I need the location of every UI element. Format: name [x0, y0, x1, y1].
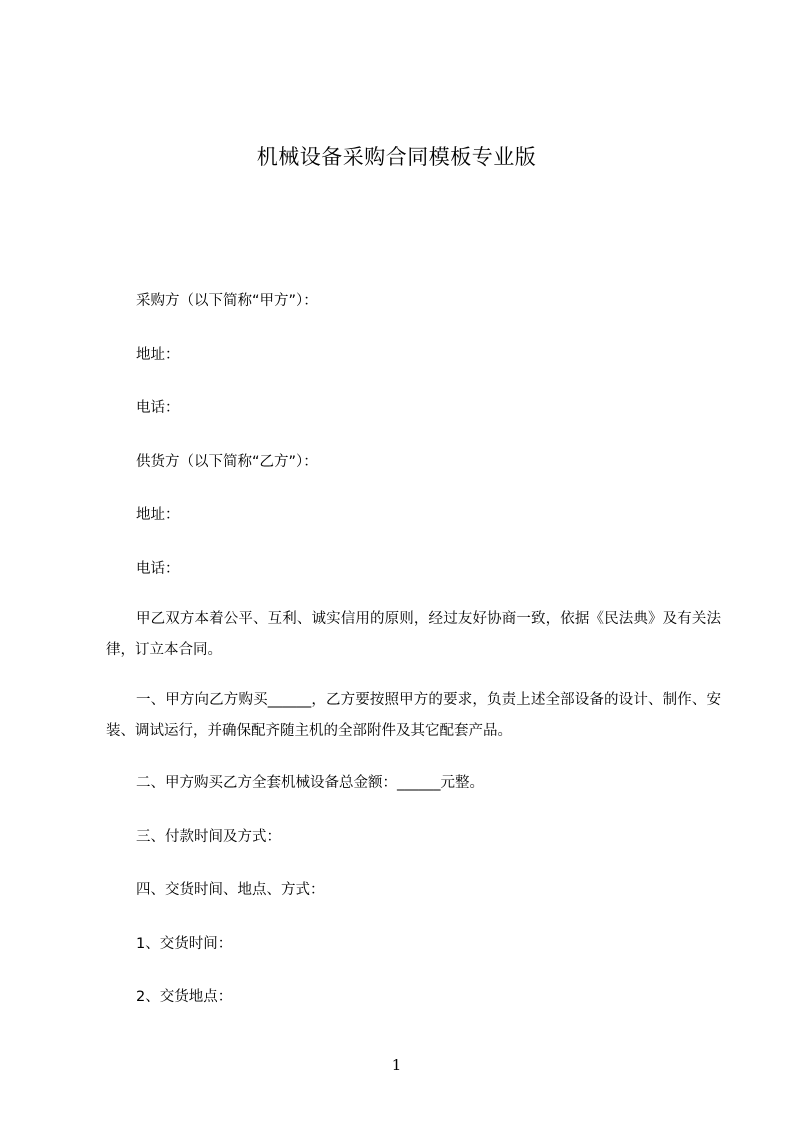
clause-4-item-1: 1、交货时间： [136, 936, 233, 952]
supplier-address: 地址： [136, 507, 180, 523]
page-number: 1 [391, 1056, 402, 1074]
clause-1-paragraph: 一、甲方向乙方购买______，乙方要按照甲方的要求，负责上述全部设备的设计、制作、安装、调试运行，并确保配齐随主机的全部附件及其它配套产品。 [106, 692, 721, 739]
buyer-heading: 采购方（以下简称“甲方”）： [136, 293, 318, 309]
clause-2: 二、甲方购买乙方全套机械设备总金额：______元整。 [136, 775, 484, 791]
clause-3: 三、付款时间及方式： [136, 829, 281, 845]
clause-4: 四、交货时间、地点、方式： [136, 882, 325, 898]
supplier-phone: 电话： [136, 561, 180, 577]
preamble-paragraph: 甲乙双方本着公平、互利、诚实信用的原则，经过友好协商一致，依据《民法典》及有关法律，订立本合同。 [106, 611, 721, 658]
supplier-heading: 供货方（以下简称“乙方”）： [136, 454, 318, 470]
clause-4-item-2: 2、交货地点： [136, 989, 233, 1005]
buyer-phone: 电话： [136, 400, 180, 416]
buyer-address: 地址： [136, 347, 180, 363]
document-title: 机械设备采购合同模板专业版 [256, 145, 537, 169]
